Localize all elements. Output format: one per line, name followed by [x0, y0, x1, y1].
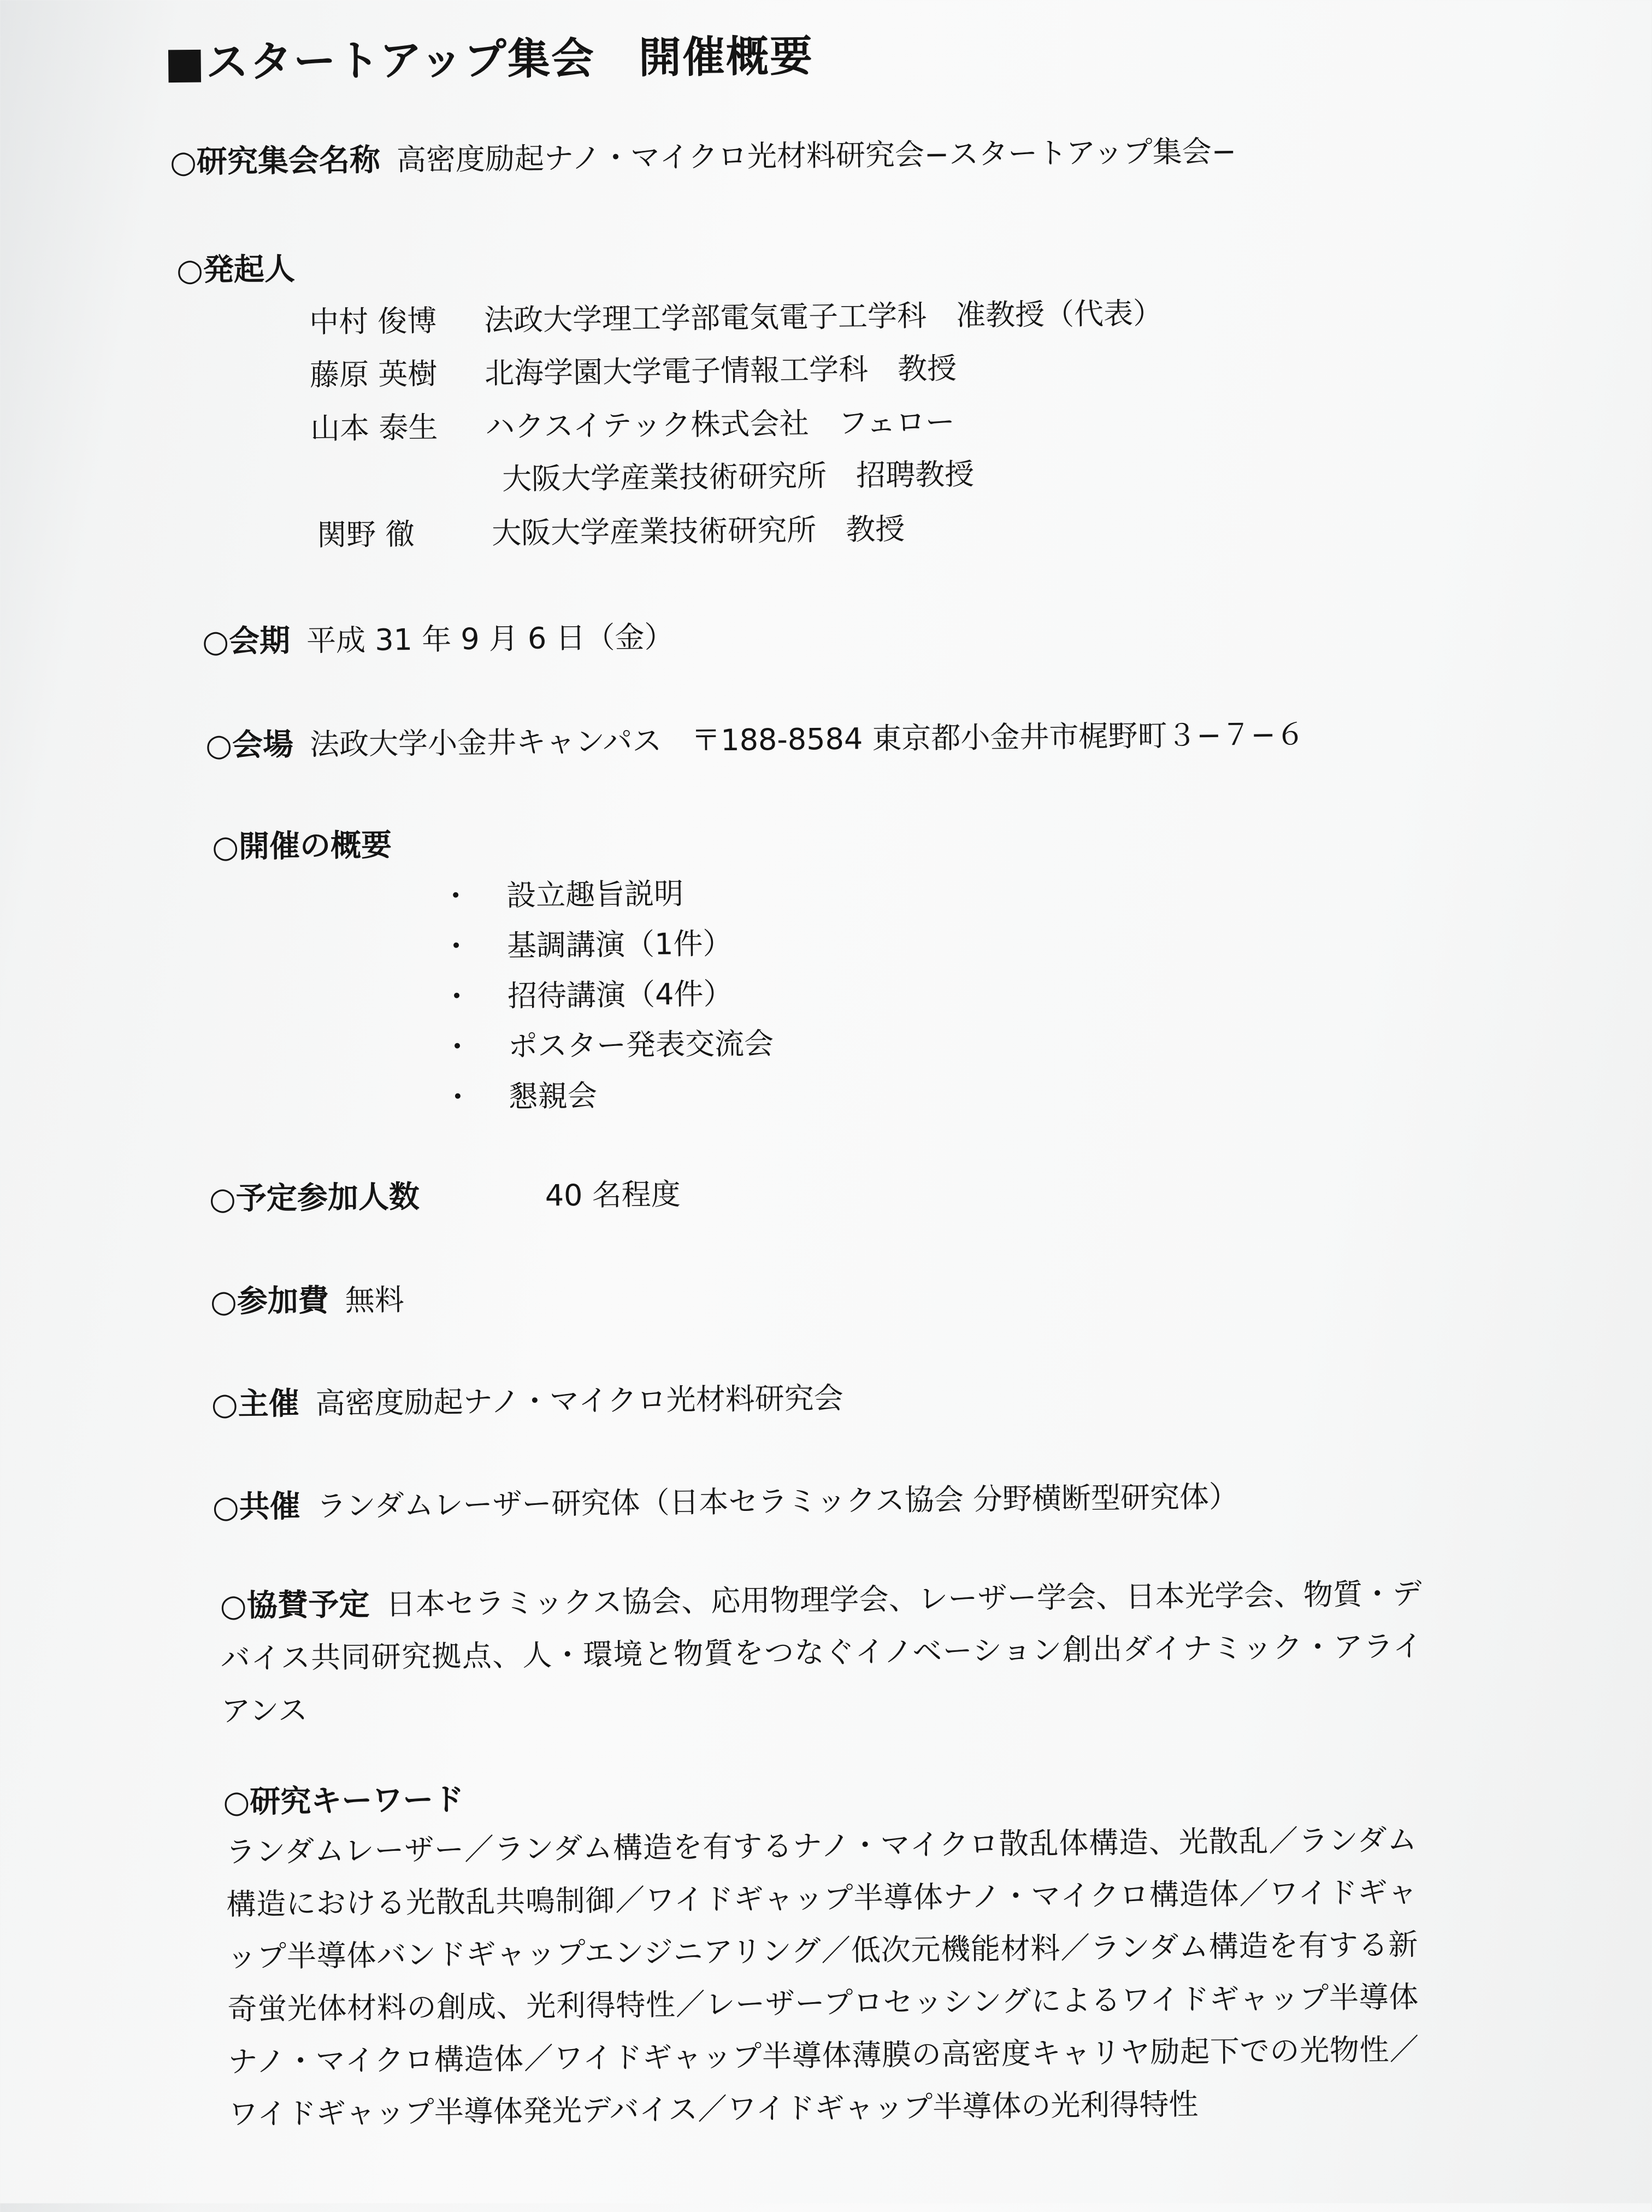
- sponsors-block: [220, 1568, 1423, 1738]
- list-item-text: ポスター発表交流会: [508, 1026, 774, 1064]
- proposer-1: [309, 295, 1163, 342]
- keywords-label-row: [223, 1781, 464, 1822]
- overview-label-row: [212, 826, 392, 866]
- list-item-text: 設立趣旨説明: [506, 876, 684, 913]
- fee-label: ○参加費: [210, 1283, 329, 1320]
- co-organizer-row: [212, 1478, 1238, 1527]
- proposer-name: [311, 489, 502, 491]
- proposer-affiliation: 大阪大学産業技術研究所 招聘教授: [502, 457, 975, 497]
- organizer-value: 高密度励起ナノ・マイクロ光材料研究会: [315, 1380, 844, 1421]
- session-value: 平成 31 年 9 月 6 日（金）: [306, 619, 674, 658]
- fee-row: [210, 1281, 405, 1321]
- page-title: ■スタートアップ集会 開催概要: [164, 32, 814, 88]
- proposer-name: 藤原 英樹: [309, 356, 438, 392]
- venue-label: ○会場: [205, 727, 294, 763]
- proposer-name: 山本 泰生: [310, 410, 438, 446]
- bullet: ・: [441, 928, 471, 964]
- proposers-label: ○発起人: [176, 251, 296, 289]
- bullet: ・: [442, 1029, 473, 1064]
- co-organizer-value: ランダムレーザー研究体（日本セラミックス協会 分野横断型研究体）: [316, 1479, 1239, 1523]
- proposer-2: [310, 350, 957, 395]
- proposer-4: [317, 510, 905, 555]
- co-organizer-label: ○共催: [212, 1489, 301, 1525]
- list-item-text: 懇親会: [508, 1078, 598, 1114]
- list-item-text: 基調講演（1件）: [506, 926, 733, 963]
- proposers-label-row: [176, 250, 296, 290]
- keywords-text: ランダムレーザー／ランダム構造を有するナノ・マイクロ散乱体構造、光散乱／ランダム構造における光散乱共鳴制御／ワイドギャップ半導体ナノ・マイクロ構造体／ワイドギャップ半導体バンドギャップエンジニアリング／低次元機能材料／ランダム構造を有する新奇蛍光体材料の創成、光利得特性／レーザープロセッシングによるワイドギャップ半導体ナノ・マイクロ構造体／ワイドギャップ半導体薄膜の高密度キャリヤ励起下での光物性／ワイドギャップ半導体発光デバイス／ワイドギャップ半導体の光利得特性: [226, 1822, 1419, 2132]
- session-label: ○会期: [202, 623, 291, 660]
- list-item: [442, 975, 733, 1016]
- proposer-affiliation: ハクスイテック株式会社 フェロー: [485, 404, 955, 444]
- proposer-name: 中村 俊博: [309, 303, 437, 339]
- organizer-label: ○主催: [211, 1386, 300, 1422]
- proposer-name: 関野 徹: [316, 516, 415, 552]
- overview-label: ○開催の概要: [211, 827, 392, 865]
- meeting-name-value: 高密度励起ナノ・マイクロ光材料研究会−スタートアップ集会−: [396, 134, 1237, 178]
- sponsors-value: 日本セラミックス協会、応用物理学会、レーザー学会、日本光学会、物質・デバイス共同研究拠点、人・環境と物質をつなぐイノベーション創出ダイナミック・アライアンス: [220, 1576, 1423, 1728]
- participants-value: 40 名程度: [545, 1176, 681, 1213]
- organizer-row: [211, 1379, 843, 1424]
- participants-label: ○予定参加人数: [209, 1179, 420, 1217]
- meeting-name-label: ○研究集会名称: [169, 142, 381, 180]
- meeting-name-row: [170, 132, 1237, 181]
- venue-value: 法政大学小金井キャンパス 〒188-8584 東京都小金井市梶野町３−７−６: [309, 716, 1306, 762]
- list-item: [443, 1076, 598, 1116]
- sponsors-label: ○協賛予定: [220, 1586, 370, 1624]
- fee-value: 無料: [345, 1283, 405, 1318]
- proposer-3-secondary: [311, 455, 975, 501]
- venue-row: [205, 715, 1305, 765]
- list-item: [441, 875, 684, 916]
- session-row: [202, 618, 674, 661]
- keywords-label: ○研究キーワード: [223, 1782, 464, 1820]
- proposer-affiliation: 北海学園大学電子情報工学科 教授: [484, 351, 957, 391]
- list-item: [442, 1025, 774, 1066]
- bullet: ・: [440, 878, 471, 914]
- proposer-3: [310, 403, 955, 448]
- list-item: [441, 925, 733, 966]
- bullet: ・: [441, 979, 472, 1014]
- proposer-affiliation: 大阪大学産業技術研究所 教授: [491, 511, 905, 551]
- bullet: ・: [442, 1079, 473, 1115]
- list-item-text: 招待講演（4件）: [507, 976, 733, 1014]
- participants-row: [209, 1175, 681, 1219]
- proposer-affiliation: 法政大学理工学部電気電子工学科 准教授（代表）: [483, 296, 1163, 338]
